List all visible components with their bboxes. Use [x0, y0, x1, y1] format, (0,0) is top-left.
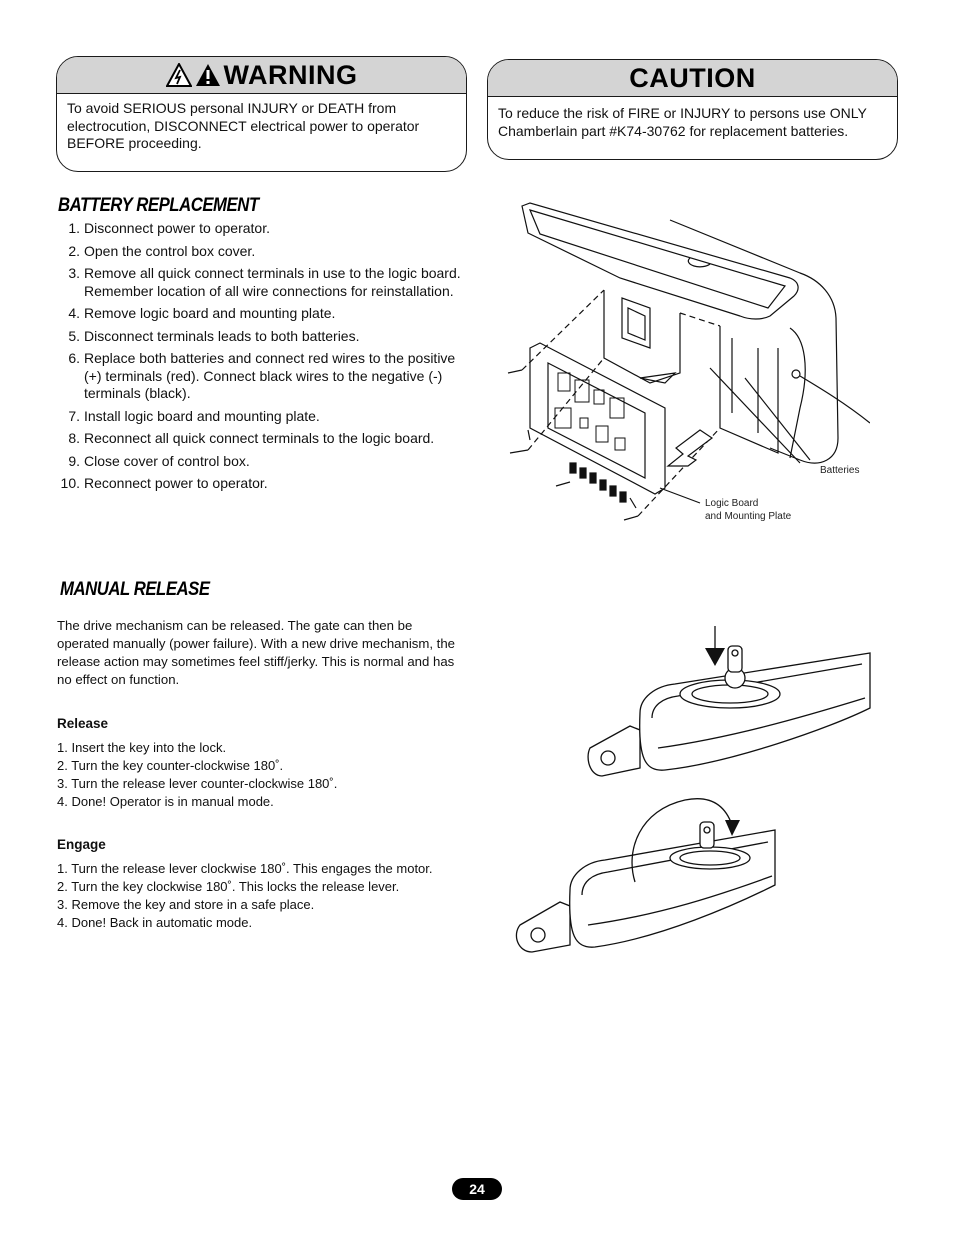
- step-number: 8.: [68, 430, 80, 446]
- batteries-label: Batteries: [820, 465, 860, 476]
- step-text: Disconnect power to operator.: [84, 220, 270, 236]
- step-number: 5.: [68, 327, 80, 344]
- release-title: Release: [57, 716, 109, 731]
- step-number: 7.: [68, 407, 80, 424]
- battery-step: [56, 305, 476, 323]
- battery-step: [56, 430, 476, 448]
- engage-step: 1. Turn the release lever clockwise 180˚. This engages the motor.: [57, 861, 433, 876]
- warning-box: [56, 56, 467, 172]
- caution-title: CAUTION: [629, 62, 756, 93]
- page-number: 24: [452, 1178, 502, 1200]
- release-step: 2. Turn the key counter-clockwise 180˚.: [57, 758, 284, 773]
- electric-hazard-icon: [166, 63, 192, 87]
- release-step: 1. Insert the key into the lock.: [57, 740, 227, 755]
- step-text: Open the control box cover.: [84, 242, 256, 259]
- warning-title: WARNING: [223, 59, 358, 90]
- step-number: 4.: [68, 305, 80, 321]
- battery-step: [56, 243, 476, 261]
- battery-step: [56, 408, 476, 426]
- step-text: Close cover of control box.: [84, 452, 250, 469]
- step-number: 3.: [68, 265, 80, 281]
- caution-header: [488, 60, 897, 97]
- step-number: 1.: [68, 220, 80, 236]
- release-step: 4. Done! Operator is in manual mode.: [57, 794, 274, 809]
- step-number: 2.: [68, 242, 80, 259]
- engage-step: 3. Remove the key and store in a safe place.: [57, 897, 315, 912]
- step-text: Remove all quick connect terminals in use to the logic board. Remember location of all wire connections for reinstallation.: [84, 265, 461, 299]
- manual-intro: The drive mechanism can be released. The gate can then be operated manually (power failure). With a new drive mechanism, the release action may sometimes feel stiff/jerky. This is normal and has no effect on function.: [57, 618, 456, 687]
- engage-step: 4. Done! Back in automatic mode.: [57, 915, 253, 930]
- step-number: 9.: [68, 452, 80, 469]
- release-step: 3. Turn the release lever counter-clockwise 180˚.: [57, 776, 338, 791]
- caution-text: To reduce the risk of FIRE or INJURY to persons use ONLY Chamberlain part #K74-30762 for replacement batteries.: [498, 105, 867, 139]
- battery-step: [56, 328, 476, 346]
- step-text: Remove logic board and mounting plate.: [84, 305, 336, 321]
- battery-step: [56, 265, 476, 300]
- step-text: Install logic board and mounting plate.: [84, 407, 320, 424]
- step-text: Replace both batteries and connect red wires to the positive (+) terminals (red). Connect black wires to the negative (-) terminals (black).: [84, 350, 456, 401]
- step-text: Disconnect terminals leads to both batteries.: [84, 327, 360, 344]
- manual-heading: MANUAL RELEASE: [60, 579, 210, 600]
- engage-step: 2. Turn the key clockwise 180˚. This locks the release lever.: [57, 879, 400, 894]
- logic-board-label-1: Logic Board: [705, 498, 759, 509]
- battery-step: [56, 350, 476, 403]
- battery-step: [56, 475, 476, 493]
- step-number: 6.: [68, 350, 80, 366]
- battery-heading: BATTERY REPLACEMENT: [58, 195, 259, 216]
- logic-board-label-2: and Mounting Plate: [705, 511, 792, 522]
- engage-illustration: [510, 790, 785, 960]
- battery-step: [56, 220, 476, 238]
- alert-triangle-icon: [195, 63, 221, 87]
- release-illustration: [580, 618, 880, 783]
- step-number: 10.: [60, 475, 80, 491]
- battery-steps: [56, 220, 476, 498]
- release-list: [57, 739, 477, 811]
- warning-header: [57, 57, 466, 94]
- caution-box: [487, 59, 898, 160]
- battery-step: [56, 453, 476, 471]
- engage-list: [57, 860, 477, 932]
- engage-title: Engage: [57, 837, 106, 852]
- step-text: Reconnect power to operator.: [84, 475, 268, 491]
- step-text: Reconnect all quick connect terminals to the logic board.: [84, 430, 435, 446]
- warning-text: To avoid SERIOUS personal INJURY or DEATH from electrocution, DISCONNECT electrical power to operator BEFORE proceeding.: [67, 100, 420, 151]
- control-box-illustration: [500, 198, 870, 528]
